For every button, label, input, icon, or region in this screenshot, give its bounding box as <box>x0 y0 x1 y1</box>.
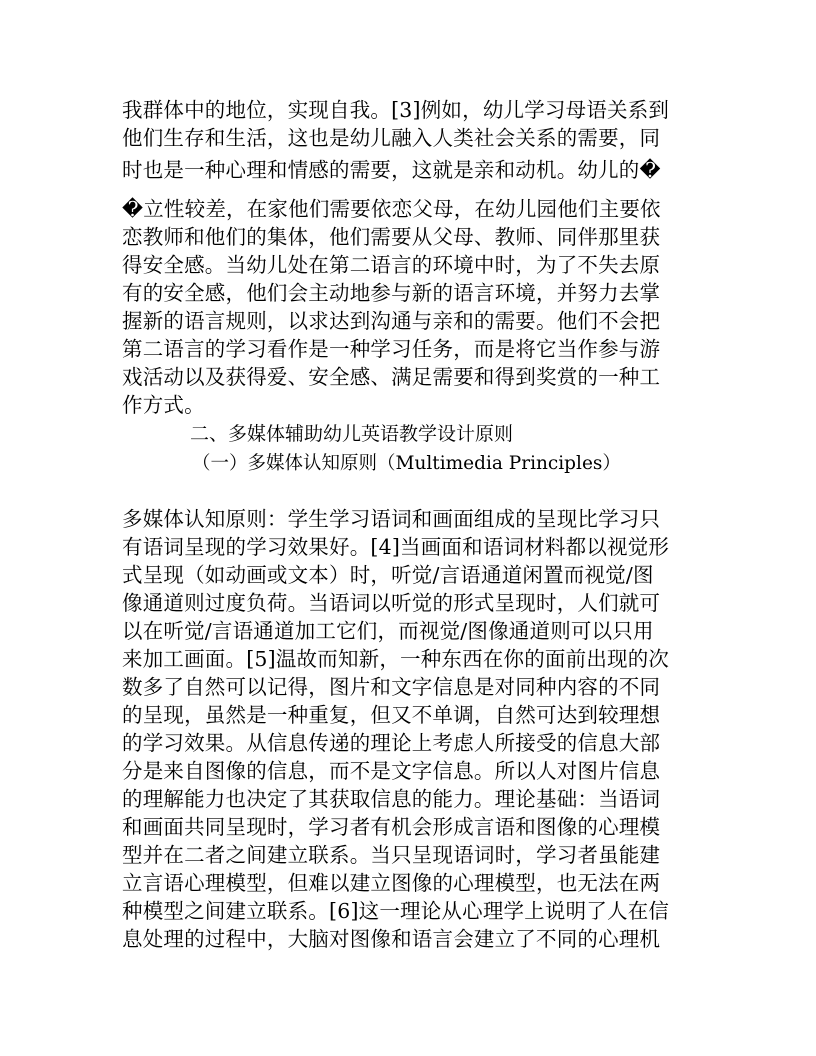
paragraph-line: 恋教师和他们的集体，他们需要从父母、教师、同伴那里获 <box>122 225 661 249</box>
subsection-heading: （一）多媒体认知原则（Multimedia Principles） <box>192 453 621 474</box>
paragraph-line: 有的安全感，他们会主动地参与新的语言环境，并努力去掌 <box>122 281 661 305</box>
section-heading: 二、多媒体辅助幼儿英语教学设计原则 <box>190 423 514 445</box>
paragraph-line: 的理解能力也决定了其获取信息的能力。理论基础：当语词 <box>122 787 661 811</box>
paragraph-line: 时也是一种心理和情感的需要，这就是亲和动机。幼儿的� <box>122 158 661 182</box>
paragraph-line: 我群体中的地位，实现自我。[3]例如，幼儿学习母语关系到 <box>122 98 670 122</box>
paragraph-line: �立性较差，在家他们需要依恋父母，在幼儿园他们主要依 <box>122 197 661 221</box>
paragraph-line: 多媒体认知原则：学生学习语词和画面组成的呈现比学习只 <box>122 507 661 531</box>
paragraph-line: 作方式。 <box>122 393 205 417</box>
paragraph-line: 有语词呈现的学习效果好。[4]当画面和语词材料都以视觉形 <box>122 535 670 559</box>
paragraph-line: 立言语心理模型，但难以建立图像的心理模型，也无法在两 <box>122 871 661 895</box>
paragraph-line: 握新的语言规则，以求达到沟通与亲和的需要。他们不会把 <box>122 309 661 333</box>
paragraph-line: 第二语言的学习看作是一种学习任务，而是将它当作参与游 <box>122 337 661 361</box>
paragraph-line: 以在听觉/言语通道加工它们，而视觉/图像通道则可以只用 <box>122 619 654 643</box>
paragraph-line: 分是来自图像的信息，而不是文字信息。所以人对图片信息 <box>122 759 661 783</box>
paragraph-line: 数多了自然可以记得，图片和文字信息是对同种内容的不同 <box>122 675 661 699</box>
paragraph-line: 戏活动以及获得爱、安全感、满足需要和得到奖赏的一种工 <box>122 365 661 389</box>
paragraph-line: 他们生存和生活，这也是幼儿融入人类社会关系的需要，同 <box>122 126 661 150</box>
paragraph-line: 的学习效果。从信息传递的理论上考虑人所接受的信息大部 <box>122 731 661 755</box>
paragraph-line: 型并在二者之间建立联系。当只呈现语词时，学习者虽能建 <box>122 843 661 867</box>
paragraph-line: 式呈现（如动画或文本）时，听觉/言语通道闲置而视觉/图 <box>122 563 654 587</box>
paragraph-line: 种模型之间建立联系。[6]这一理论从心理学上说明了人在信 <box>122 899 670 923</box>
paragraph-line: 的呈现，虽然是一种重复，但又不单调，自然可达到较理想 <box>122 703 661 727</box>
paragraph-line: 和画面共同呈现时，学习者有机会形成言语和图像的心理模 <box>122 815 661 839</box>
paragraph-line: 来加工画面。[5]温故而知新，一种东西在你的面前出现的次 <box>122 647 670 671</box>
paragraph-line: 得安全感。当幼儿处在第二语言的环境中时，为了不失去原 <box>122 253 661 277</box>
paragraph-line: 像通道则过度负荷。当语词以听觉的形式呈现时，人们就可 <box>122 591 661 615</box>
paragraph-line: 息处理的过程中，大脑对图像和语言会建立了不同的心理机 <box>122 927 661 951</box>
